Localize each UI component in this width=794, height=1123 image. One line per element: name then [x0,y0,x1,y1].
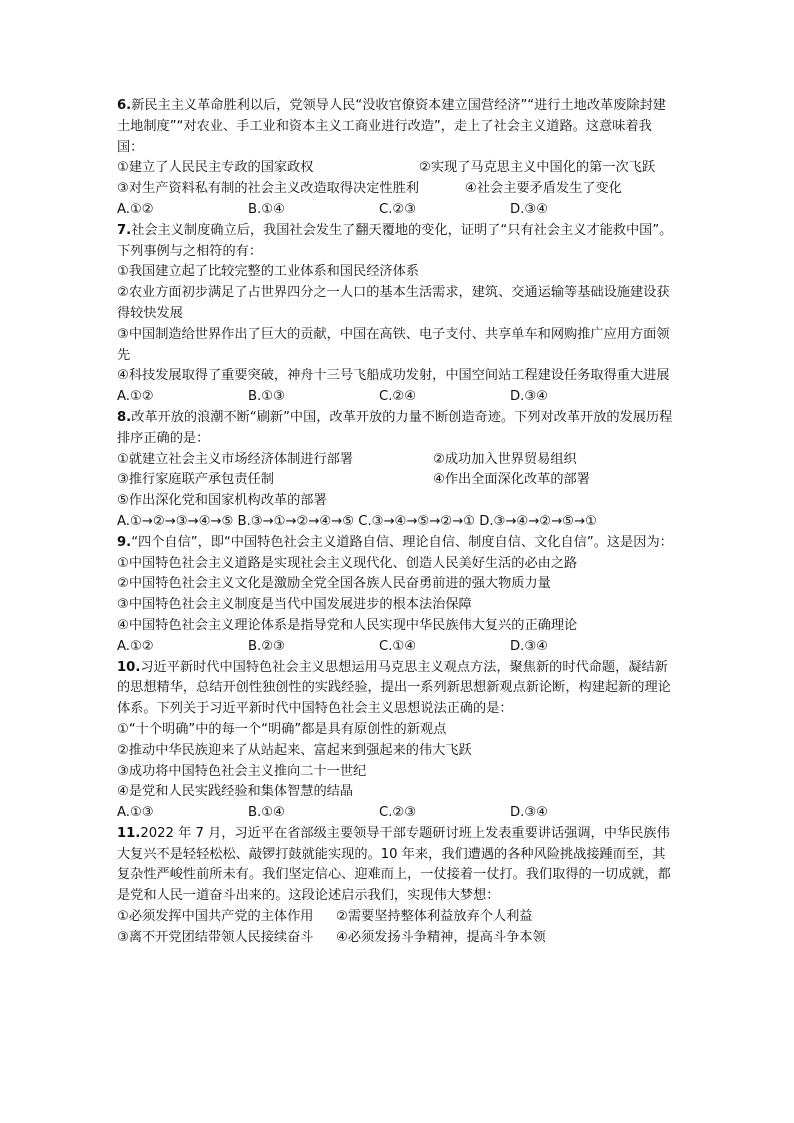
answer-choice[interactable]: D.③④ [510,201,548,217]
question-stem: 2022 年 7 月，习近平在省部级主要领导干部专题研讨班上发表重要讲话强调，中华民族伟大复兴不是轻轻松松、敲锣打鼓就能实现的。10 年来，我们遭遇的各种风险挑战接踵而至，其复杂性严峻性前所未有。我们坚定信心、迎难而上，一仗接着一仗打。我们取得的一切成就，都是党和人民一道奋斗出来的。这段论述启示我们，实现伟大梦想： [117,825,671,904]
option-item: ④必须发扬斗争精神，提高斗争本领 [336,929,546,945]
option-item: ④科技发展取得了重要突破，神舟十三号飞船成功发射，中国空间站工程建设任务取得重大进展 [117,368,670,384]
question-list [117,96,677,949]
answer-choice[interactable]: B.①③ [248,389,285,405]
option-item: ②成功加入世界贸易组织 [433,451,577,467]
option-item: ③推行家庭联产承包责任制 [117,472,274,488]
answer-choice[interactable]: C.①④ [379,638,417,654]
option-item: ④是党和人民实践经验和集体智慧的结晶 [117,784,354,800]
option-item: ③成功将中国特色社会主义推向二十一世纪 [117,763,367,779]
option-item: ①必须发挥中国共产党的主体作用 [117,909,314,925]
answer-choice[interactable]: D.③④ [510,805,548,821]
question-stem: 习近平新时代中国特色社会主义思想运用马克思主义观点方法，聚焦新的时代命题，凝结新的思想精华，总结开创性独创性的实践经验，提出一系列新思想新观点新论断，构建起新的理论体系。下列关于习近平新时代中国特色社会主义思想说法正确的是： [117,659,671,717]
question-9 [117,533,677,658]
option-item: ③中国特色社会主义制度是当代中国发展进步的根本法治保障 [117,597,472,613]
question-stem: 社会主义制度确立后，我国社会发生了翻天覆地的变化，证明了“只有社会主义才能救中国”。下列事例与之相符的有： [117,222,673,259]
answer-choice[interactable]: B.①④ [248,805,285,821]
question-stem: “四个自信”，即“中国特色社会主义道路自信、理论自信、制度自信、文化自信”。这是因为： [131,534,673,550]
answer-choice[interactable]: A.①→②→③→④→⑤ [117,513,234,529]
answer-choice[interactable]: B.②③ [248,638,285,654]
answer-choice[interactable]: C.②④ [379,389,417,405]
question-number: 8. [117,409,132,425]
option-item: ①我国建立起了比较完整的工业体系和国民经济体系 [117,264,419,280]
question-number: 10. [117,659,141,675]
answer-choice[interactable]: C.②③ [379,201,417,217]
answer-choice[interactable]: C.③→④→⑤→②→① [358,513,475,529]
question-stem: 改革开放的浪潮不断“刷新”中国，改革开放的力量不断创造奇迹。下列对改革开放的发展历程排序正确的是： [117,409,673,446]
answer-choice[interactable]: A.①② [117,638,154,654]
question-6 [117,96,677,221]
question-number: 11. [117,825,141,841]
option-item: ②实现了马克思主义中国化的第一次飞跃 [419,160,656,176]
question-stem: 新民主主义革命胜利以后，党领导人民“没收官僚资本建立国营经济”“进行土地改革废除封建土地制度”“对农业、手工业和资本主义工商业进行改造”，走上了社会主义道路。这意味着我国： [117,98,666,155]
question-number: 6. [117,98,132,113]
option-item: ③中国制造给世界作出了巨大的贡献，中国在高铁、电子支付、共享单车和网购推广应用方面领先 [117,326,670,363]
question-8 [117,408,677,533]
option-item: ①建立了人民民主专政的国家政权 [117,160,314,176]
answer-choice[interactable]: B.③→①→②→④→⑤ [237,513,355,529]
option-item: ①就建立社会主义市场经济体制进行部署 [117,451,354,467]
answer-choice[interactable]: D.③→④→②→⑤→① [479,513,597,529]
option-item: ④作出全面深化改革的部署 [433,472,590,488]
option-item: ②推动中华民族迎来了从站起来、富起来到强起来的伟大飞跃 [117,742,472,758]
option-item: ④社会主要矛盾发生了变化 [465,181,622,197]
answer-choice[interactable]: A.①② [117,389,154,405]
option-item: ①“十个明确”中的每一个“明确”都是具有原创性的新观点 [117,721,447,737]
option-item: ③对生产资料私有制的社会主义改造取得决定性胜利 [117,181,419,197]
question-10 [117,658,677,824]
answer-choice[interactable]: A.①② [117,201,154,217]
option-item: ②需要坚持整体利益放弃个人利益 [336,909,533,925]
option-item: ①中国特色社会主义道路是实现社会主义现代化、创造人民美好生活的必由之路 [117,555,578,571]
option-item: ④中国特色社会主义理论体系是指导党和人民实现中华民族伟大复兴的正确理论 [117,617,578,633]
option-item: ②农业方面初步满足了占世界四分之一人口的基本生活需求，建筑、交通运输等基础设施建设获得较快发展 [117,285,670,321]
option-item: ③离不开党团结带领人民接续奋斗 [117,929,314,945]
answer-choice[interactable]: A.①③ [117,805,154,821]
answer-choice[interactable]: C.②③ [379,805,417,821]
answer-choice[interactable]: D.③④ [510,389,548,405]
question-number: 9. [117,534,132,550]
option-item: ②中国特色社会主义文化是激励全党全国各族人民奋勇前进的强大物质力量 [117,576,551,592]
answer-choice[interactable]: B.①④ [248,201,285,217]
question-7 [117,221,677,408]
question-11 [117,824,677,949]
question-number: 7. [117,222,132,238]
answer-choice[interactable]: D.③④ [510,638,548,654]
option-item: ⑤作出深化党和国家机构改革的部署 [117,493,327,509]
